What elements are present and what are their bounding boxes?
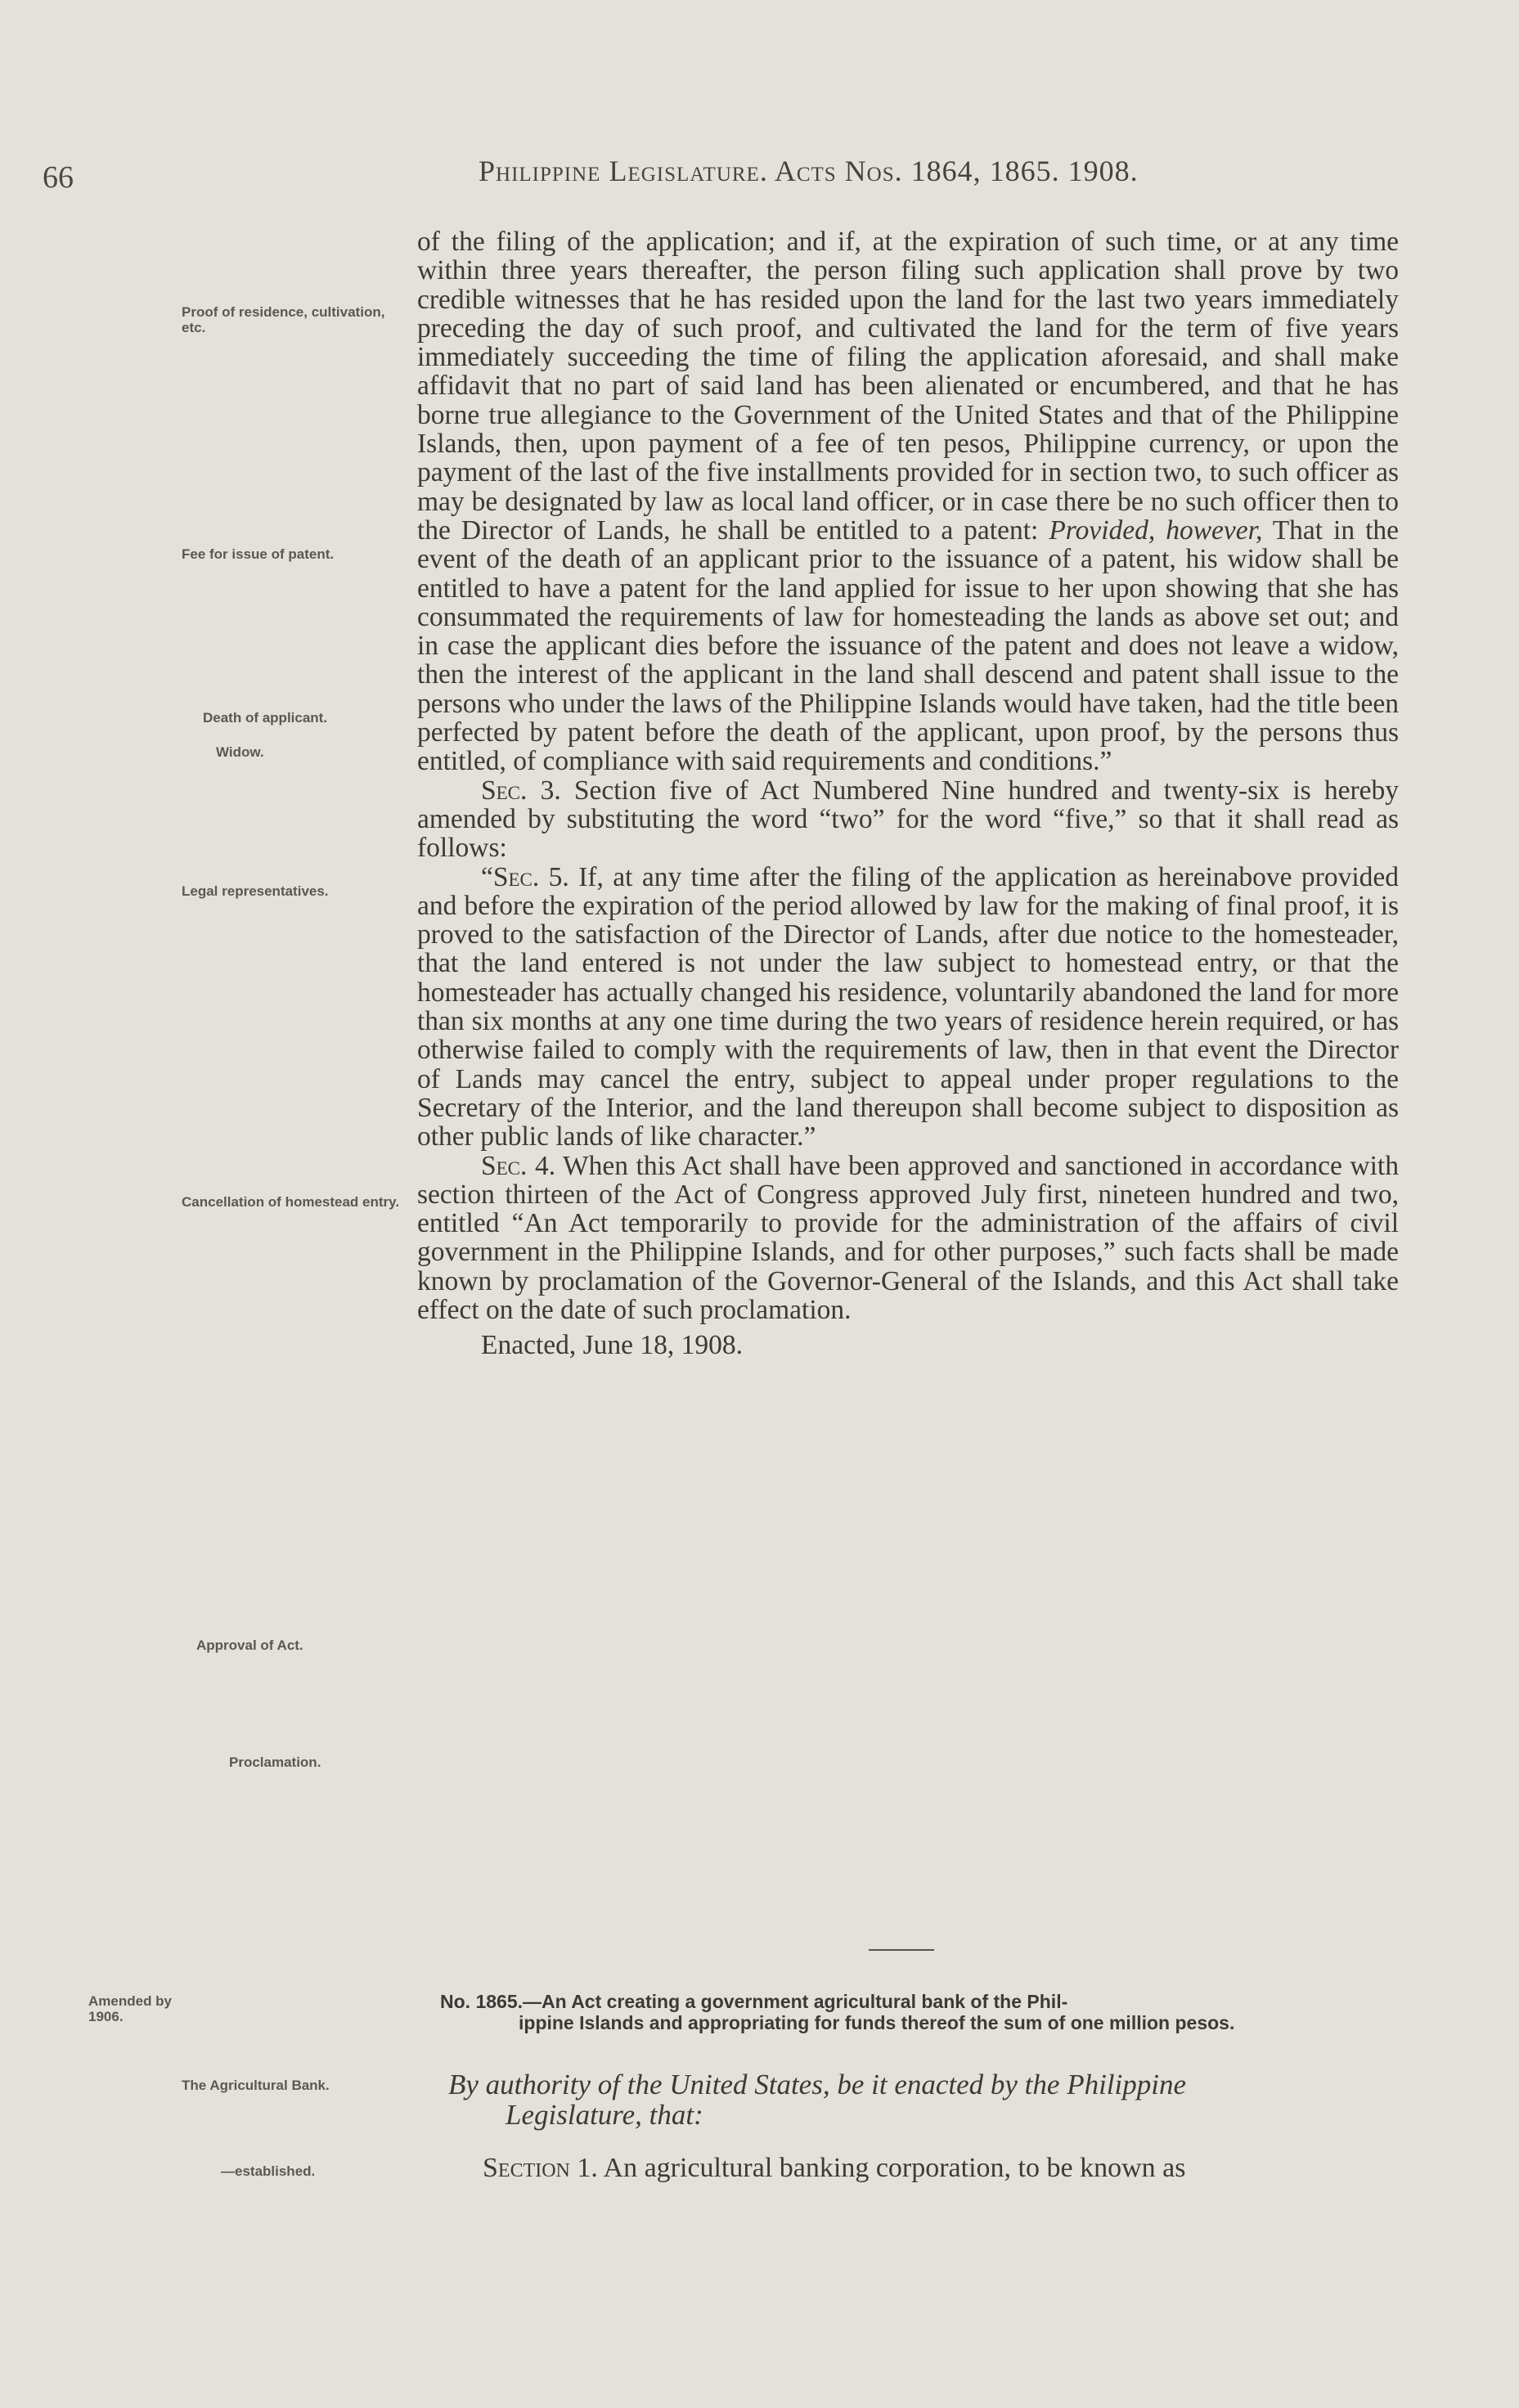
act-title-rest: ippine Islands and appropriating for funds thereof the sum of one million pesos. <box>519 2012 1235 2033</box>
margin-note-death-of-applicant: Death of applicant. <box>203 710 328 726</box>
section-label: Sec. <box>481 1150 528 1181</box>
section-text: 3. Section five of Act Numbered Nine hundred and twenty-six is hereby amended by substituting the word “two” for the word “five,” so that it shall read as follows: <box>417 775 1399 864</box>
margin-note-agricultural-bank: The Agricultural Bank. <box>182 2078 330 2093</box>
section-text: 4. When this Act shall have been approved and sanctioned in accordance with section thirteen of the Act of Congress approved July first, nineteen hundred and two, entitled “An Act temporarily to provide for the administration of the affairs of civil government in the Philippine Islands, and for other purposes,” such facts shall be made known by proclamation of the Governor-General of the Islands, and this Act shall take effect on the date of such proclamation. <box>417 1150 1399 1325</box>
margin-note-established: —established. <box>221 2163 316 2179</box>
margin-note-cancellation: Cancellation of homestead entry. <box>182 1194 400 1210</box>
page-number: 66 <box>43 160 74 195</box>
act-1864-body <box>417 227 1399 1360</box>
section-label: “Sec. <box>481 861 540 892</box>
section-label: Section <box>483 2153 570 2183</box>
section-3-paragraph <box>417 776 1399 863</box>
act-title-line-1: No. 1865.—An Act creating a government agricultural bank of the Phil- <box>440 1991 1068 2012</box>
paragraph-text: of the filing of the application; and if, at the expiration of such time, or at any time within three years thereafter, the person filing such application shall prove by two credible witnesses that he has resided upon the land for the last two years immediately preceding the day of such proof, and cultivated the land for the term of five years immediately succeeding the time of filing the application aforesaid, and shall make affidavit that no part of said land has been alienated or encumbered, and that he has borne true allegiance to the Government of the United States and that of the Philippine Islands, then, upon payment of a fee of ten pesos, Philippine currency, or upon the payment of the last of the five installments provided for in section two, to such officer as may be designated by law as local land officer, or in case there be no such officer then to the Director of Lands, he shall be entitled to a patent: <box>417 227 1399 546</box>
paragraph-proof-and-patent <box>417 227 1399 776</box>
enacting-clause <box>448 2069 1413 2130</box>
margin-note-amended: Amended by 1906. <box>88 1993 173 2024</box>
margin-note-legal-representatives: Legal representatives. <box>182 883 329 899</box>
enacted-date: Enacted, June 18, 1908. <box>481 1330 744 1361</box>
margin-note-proclamation: Proclamation. <box>229 1754 321 1770</box>
section-label: Sec. <box>481 775 528 806</box>
enacting-clause-line-2: Legislature, that: <box>506 2099 703 2131</box>
section-5-paragraph <box>417 863 1399 1152</box>
proviso-italic: Provided, however, <box>1049 514 1263 546</box>
running-head: Philippine Legislature. Acts Nos. 1864, 1865. 1908. <box>479 155 1139 187</box>
section-divider <box>869 1949 934 1951</box>
paragraph-text: That in the event of the death of an applicant prior to the issuance of a patent, his widow shall be entitled to have a patent for the land applied for issue to her upon showing that she has consummated the requirements of law for homesteading the lands as above set out; and in case the applicant dies before the issuance of the patent and does not leave a widow, then the interest of the applicant in the land shall descend and patent shall issue to the persons who under the laws of the Philippine Islands would have taken, had the title been perfected by patent before the death of the applicant, upon proof, by the persons thus entitled, of compliance with said requirements and conditions.” <box>417 514 1400 777</box>
margin-note-widow: Widow. <box>216 744 264 760</box>
act-1865-title <box>440 1991 1401 2033</box>
margin-note-fee-for-patent: Fee for issue of patent. <box>182 546 335 562</box>
margin-note-proof-of-residence: Proof of residence, cultivation, etc. <box>182 304 385 335</box>
enacting-clause-line-1: By authority of the United States, be it enacted by the Philippine <box>448 2069 1187 2100</box>
section-4-paragraph <box>417 1152 1399 1325</box>
section-1-paragraph <box>483 2153 1415 2184</box>
section-text: 1. An agricultural banking corporation, to be known as <box>569 2153 1186 2183</box>
margin-note-approval-of-act: Approval of Act. <box>196 1638 303 1653</box>
section-text: 5. If, at any time after the filing of the application as hereinabove provided and before the expiration of the period allowed by law for the making of final proof, it is proved to the satisfaction of the Director of Lands, after due notice to the homesteader, that the land entered is not under the law subject to homestead entry, or that the homesteader has actually changed his residence, voluntarily abandoned the land for more than six months at any one time during the two years of residence herein required, or has otherwise failed to comply with the requirements of law, then in that event the Director of Lands may cancel the entry, subject to appeal under proper regulations to the Secretary of the Interior, and the land thereupon shall become subject to disposition as other public lands of like character.” <box>417 861 1399 1152</box>
